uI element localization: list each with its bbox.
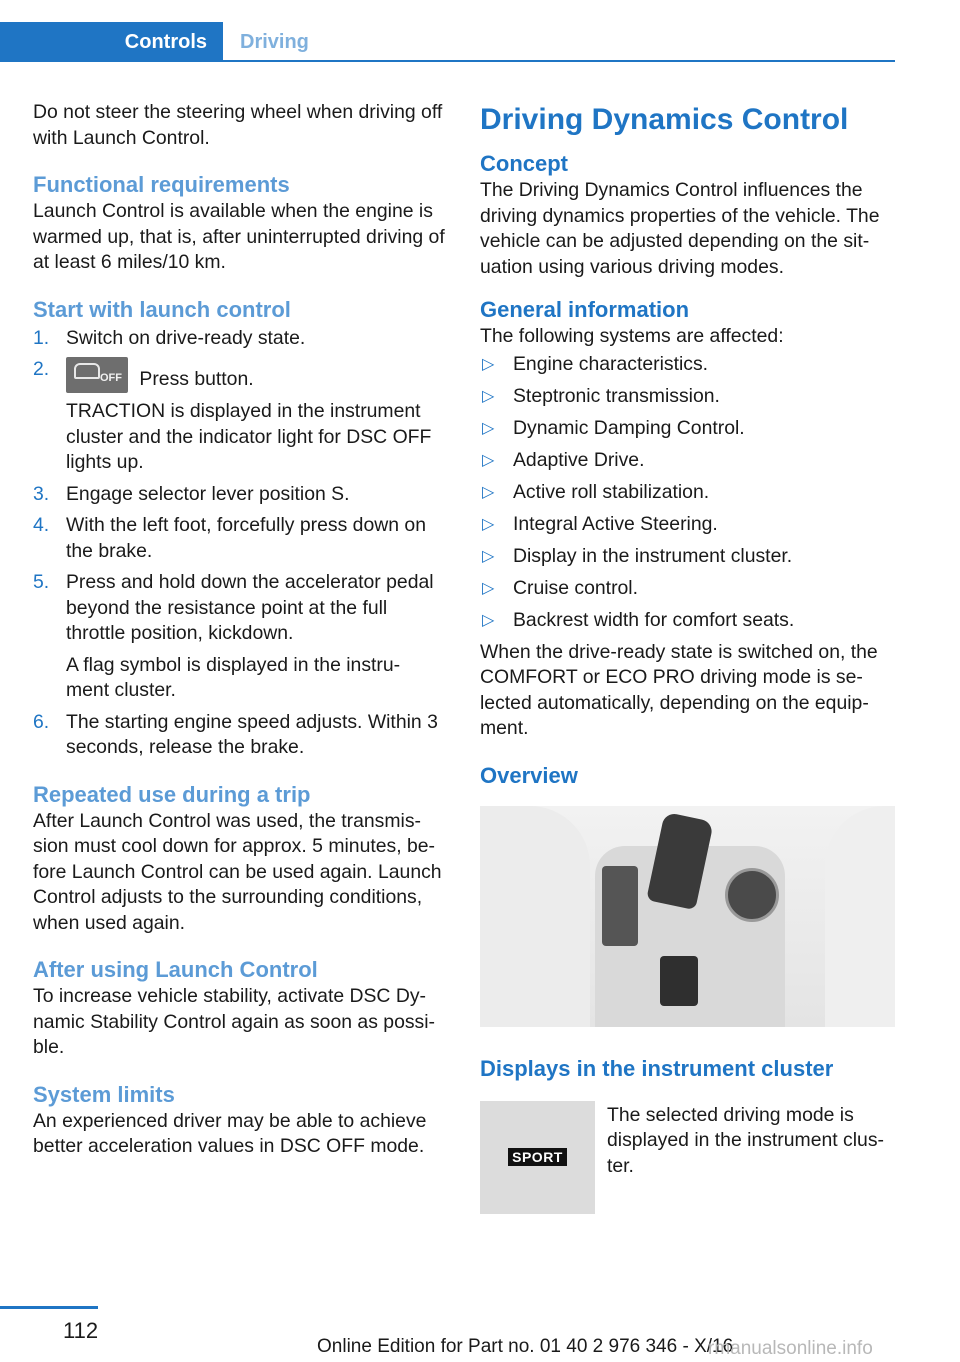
list-item <box>480 352 895 378</box>
step-subtext: A flag symbol is displayed in the instru‐ ment cluster. <box>66 653 401 701</box>
intro-text: Do not steer the steering wheel when driving off with Launch Control. <box>33 101 443 149</box>
list-item <box>480 480 895 506</box>
bullet-triangle-icon: ▷ <box>482 547 495 565</box>
list-item <box>480 544 895 570</box>
displays-heading: Displays in the instrument cluster <box>480 1055 834 1081</box>
step-number: 2. <box>33 358 50 380</box>
list-item <box>480 512 895 538</box>
page-title: Driving Dynamics Control <box>480 103 849 136</box>
step-number: 1. <box>33 326 50 349</box>
start-launch-control-heading: Start with launch control <box>33 296 291 322</box>
list-item-text: Active roll stabilization. <box>513 480 710 503</box>
step-text: Press button. <box>139 368 254 390</box>
bullet-triangle-icon: ▷ <box>482 387 495 405</box>
bullet-triangle-icon: ▷ <box>482 355 495 373</box>
center-console-image <box>480 806 895 1027</box>
list-item <box>480 384 895 410</box>
after-launch-control-text: To increase vehicle stability, activate DSC Dy‐ namic Stability Control again as soon as possi‐ ble. <box>33 985 436 1058</box>
list-item <box>33 482 448 508</box>
edition-text: Online Edition for Part no. 01 40 2 976 346 - X/16 <box>317 1336 734 1357</box>
bullet-triangle-icon: ▷ <box>482 483 495 501</box>
display-row <box>480 1087 895 1207</box>
list-item-text: Dynamic Damping Control. <box>513 416 745 439</box>
right-seat-shape <box>825 806 895 1027</box>
bullet-triangle-icon: ▷ <box>482 579 495 597</box>
repeated-use-heading: Repeated use during a trip <box>33 781 311 807</box>
list-item-text: Display in the instrument cluster. <box>513 544 793 567</box>
overview-heading: Overview <box>480 762 578 788</box>
step-number: 5. <box>33 571 50 593</box>
system-limits-text: An experienced driver may be able to achieve better acceleration values in DSC OFF mode. <box>33 1109 427 1157</box>
list-item <box>33 570 448 704</box>
general-information-heading: General information <box>480 297 690 322</box>
display-text: The selected driving mode is displayed in the instrument clus‐ ter. <box>607 1103 884 1177</box>
dsc-off-label: OFF <box>100 372 122 384</box>
bullet-triangle-icon: ▷ <box>482 419 495 437</box>
right-column <box>480 100 895 1207</box>
list-item <box>480 448 895 474</box>
controller-knob-shape <box>725 868 779 922</box>
list-item-text: Integral Active Steering. <box>513 512 718 535</box>
list-item-text: Backrest width for comfort seats. <box>513 608 795 631</box>
step-number: 4. <box>33 514 50 536</box>
header-divider <box>0 60 895 62</box>
left-column <box>33 100 448 1160</box>
list-item <box>33 326 448 352</box>
tab-controls[interactable]: Controls <box>0 22 223 62</box>
list-item <box>33 513 448 564</box>
left-seat-shape <box>480 806 590 1027</box>
functional-requirements-text: Launch Control is available when the engine is warmed up, that is, after uninterrupted driving of at least 6 miles/10 km. <box>33 200 445 273</box>
step-text: With the left foot, forcefully press down on the brake. <box>66 514 426 562</box>
tab-driving[interactable]: Driving <box>240 30 309 53</box>
list-item-text: Adaptive Drive. <box>513 448 645 471</box>
step-text: The starting engine speed adjusts. Within 3 seconds, release the brake. <box>66 710 438 758</box>
affected-systems-list <box>480 352 895 634</box>
list-item <box>480 608 895 634</box>
parking-brake-shape <box>660 956 698 1006</box>
list-item <box>33 357 448 476</box>
functional-requirements-heading: Functional requirements <box>33 172 290 197</box>
page-number: 112 <box>63 1318 99 1343</box>
driving-mode-buttons-shape <box>602 866 638 946</box>
step-subtext: TRACTION is displayed in the instrument cluster and the indicator light for DSC OFF lights up. <box>66 400 432 473</box>
general-outro: When the drive-ready state is switched on, the COMFORT or ECO PRO driving mode is se‐ lected automatically, depending on the equip‐ ment. <box>480 640 878 739</box>
repeated-use-text: After Launch Control was used, the transmis‐ sion must cool down for approx. 5 minutes, be‐ fore Launch Control can be used again. Launch Control adjusts to the surrounding conditions, when used again. <box>33 809 442 934</box>
footer-divider <box>0 1306 98 1309</box>
list-item-text: Engine characteristics. <box>513 352 709 375</box>
sport-badge: SPORT <box>508 1148 567 1166</box>
step-text: Engage selector lever position S. <box>66 482 350 505</box>
step-text: Switch on drive-ready state. <box>66 326 306 349</box>
list-item <box>480 576 895 602</box>
dsc-off-button-icon <box>66 357 128 393</box>
general-intro: The following systems are affected: <box>480 325 784 347</box>
list-item <box>480 416 895 442</box>
system-limits-heading: System limits <box>33 1081 175 1107</box>
watermark: rmanualsonline.info <box>708 1338 873 1359</box>
car-skid-icon <box>74 363 100 379</box>
concept-heading: Concept <box>480 151 568 176</box>
list-item-text: Cruise control. <box>513 576 639 599</box>
bullet-triangle-icon: ▷ <box>482 515 495 533</box>
header-tabs <box>0 0 895 64</box>
step-text: Press and hold down the accelerator pedal beyond the resistance point at the full throttle position, kickdown. <box>66 571 434 644</box>
after-launch-control-heading: After using Launch Control <box>33 957 318 982</box>
step-number: 6. <box>33 710 50 733</box>
bullet-triangle-icon: ▷ <box>482 451 495 469</box>
list-item <box>33 710 448 761</box>
list-item-text: Steptronic transmission. <box>513 384 720 407</box>
launch-steps-list <box>33 326 448 761</box>
bullet-triangle-icon: ▷ <box>482 611 495 629</box>
step-number: 3. <box>33 482 50 505</box>
concept-text: The Driving Dynamics Control influences the driving dynamics properties of the vehicle. The vehicle can be adjusted depending on the sit‐ uation using various driving modes. <box>480 179 880 278</box>
sport-display-image <box>480 1101 595 1214</box>
